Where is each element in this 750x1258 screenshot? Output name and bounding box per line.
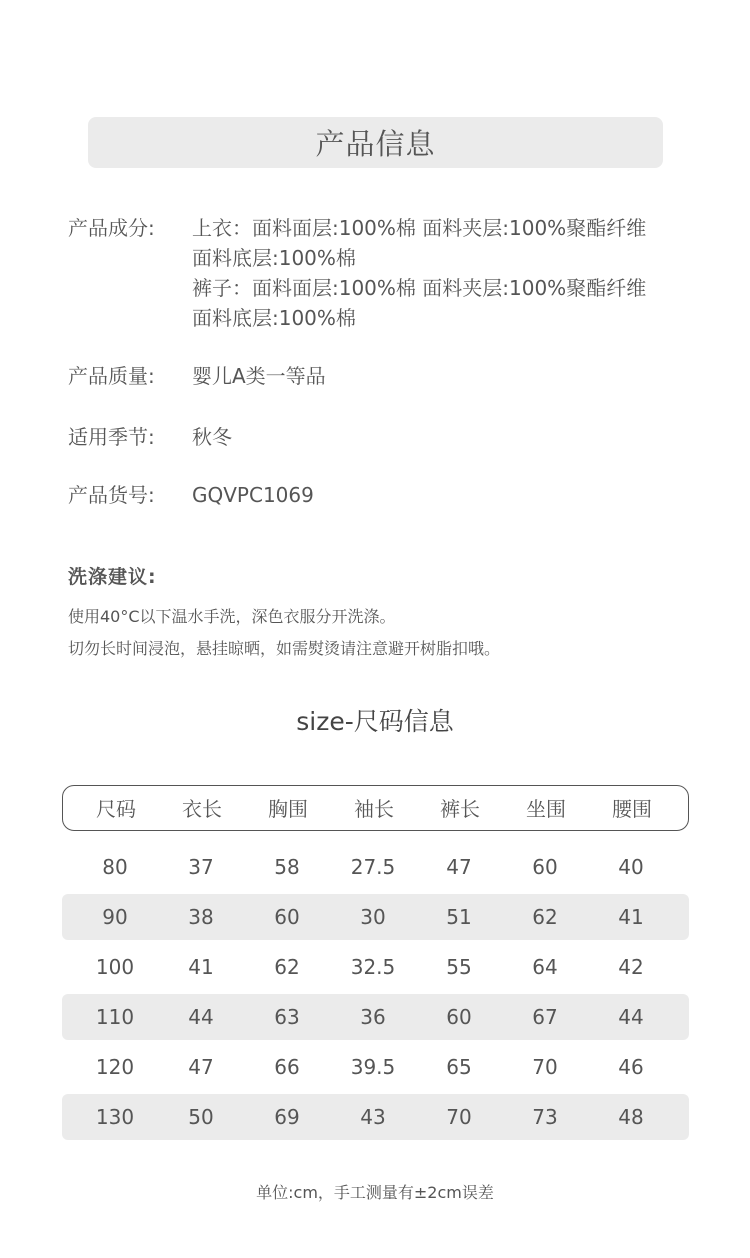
table-cell: 55 xyxy=(446,955,472,979)
table-cell: 69 xyxy=(274,1105,300,1129)
table-cell: 42 xyxy=(618,955,644,979)
header-cell: 裤长 xyxy=(440,797,480,821)
table-cell: 40 xyxy=(618,855,644,879)
season-label: 适用季节: xyxy=(68,425,155,449)
table-row xyxy=(62,994,689,1040)
table-cell: 130 xyxy=(95,1105,135,1129)
table-cell: 60 xyxy=(532,855,558,879)
table-cell: 58 xyxy=(274,855,300,879)
table-cell: 36 xyxy=(360,1005,386,1029)
table-cell: 70 xyxy=(446,1105,472,1129)
table-row xyxy=(62,1094,689,1140)
header-cell: 袖长 xyxy=(354,797,394,821)
composition-label: 产品成分: xyxy=(68,216,155,240)
table-cell: 90 xyxy=(102,905,128,929)
table-row xyxy=(62,944,689,990)
header-cell: 坐围 xyxy=(526,797,566,821)
page-title: 产品信息 xyxy=(88,117,663,168)
table-cell: 41 xyxy=(188,955,214,979)
table-cell: 41 xyxy=(618,905,644,929)
table-cell: 65 xyxy=(446,1055,472,1079)
size-title: size-尺码信息 xyxy=(296,707,454,736)
composition-line: 上衣：面料面层:100%棉 面料夹层:100%聚酯纤维 xyxy=(192,216,647,240)
table-cell: 73 xyxy=(532,1105,558,1129)
header-cell: 腰围 xyxy=(612,797,652,821)
table-row xyxy=(62,1044,689,1090)
unit-note: 单位:cm，手工测量有±2cm误差 xyxy=(256,1183,494,1202)
table-cell: 62 xyxy=(532,905,558,929)
table-cell: 30 xyxy=(360,905,386,929)
quality-label: 产品质量: xyxy=(68,364,155,388)
table-cell: 60 xyxy=(274,905,300,929)
season-value: 秋冬 xyxy=(192,425,232,449)
table-cell: 62 xyxy=(274,955,300,979)
size-table-header xyxy=(62,785,689,831)
table-cell: 47 xyxy=(188,1055,214,1079)
table-cell: 32.5 xyxy=(350,955,396,979)
table-cell: 67 xyxy=(532,1005,558,1029)
quality-value: 婴儿A类一等品 xyxy=(192,364,326,388)
table-cell: 48 xyxy=(618,1105,644,1129)
table-cell: 39.5 xyxy=(350,1055,396,1079)
item-no-label: 产品货号: xyxy=(68,483,155,507)
table-cell: 44 xyxy=(188,1005,214,1029)
wash-title: 洗涤建议: xyxy=(68,566,157,588)
table-cell: 66 xyxy=(274,1055,300,1079)
wash-line: 切勿长时间浸泡，悬挂晾晒，如需熨烫请注意避开树脂扣哦。 xyxy=(68,639,501,658)
composition-values xyxy=(192,213,646,333)
table-cell: 70 xyxy=(532,1055,558,1079)
table-cell: 60 xyxy=(446,1005,472,1029)
table-row xyxy=(62,894,689,940)
header-cell: 尺码 xyxy=(96,797,136,821)
table-cell: 80 xyxy=(102,855,128,879)
table-cell: 27.5 xyxy=(350,855,396,879)
header-cell: 胸围 xyxy=(268,797,308,821)
table-row xyxy=(62,844,689,890)
table-cell: 38 xyxy=(188,905,214,929)
table-cell: 63 xyxy=(274,1005,300,1029)
composition-line: 裤子：面料面层:100%棉 面料夹层:100%聚酯纤维 xyxy=(192,276,647,300)
composition-line: 面料底层:100%棉 xyxy=(192,246,356,270)
table-cell: 100 xyxy=(95,955,135,979)
composition-line: 面料底层:100%棉 xyxy=(192,306,356,330)
wash-line: 使用40°C以下温水手洗，深色衣服分开洗涤。 xyxy=(68,607,396,626)
table-cell: 43 xyxy=(360,1105,386,1129)
table-cell: 51 xyxy=(446,905,472,929)
header-cell: 衣长 xyxy=(182,797,222,821)
item-no-value: GQVPC1069 xyxy=(192,483,314,507)
table-cell: 64 xyxy=(532,955,558,979)
table-cell: 47 xyxy=(446,855,472,879)
table-cell: 110 xyxy=(95,1005,135,1029)
table-cell: 50 xyxy=(188,1105,214,1129)
table-cell: 44 xyxy=(618,1005,644,1029)
table-cell: 37 xyxy=(188,855,214,879)
table-cell: 120 xyxy=(95,1055,135,1079)
table-cell: 46 xyxy=(618,1055,644,1079)
